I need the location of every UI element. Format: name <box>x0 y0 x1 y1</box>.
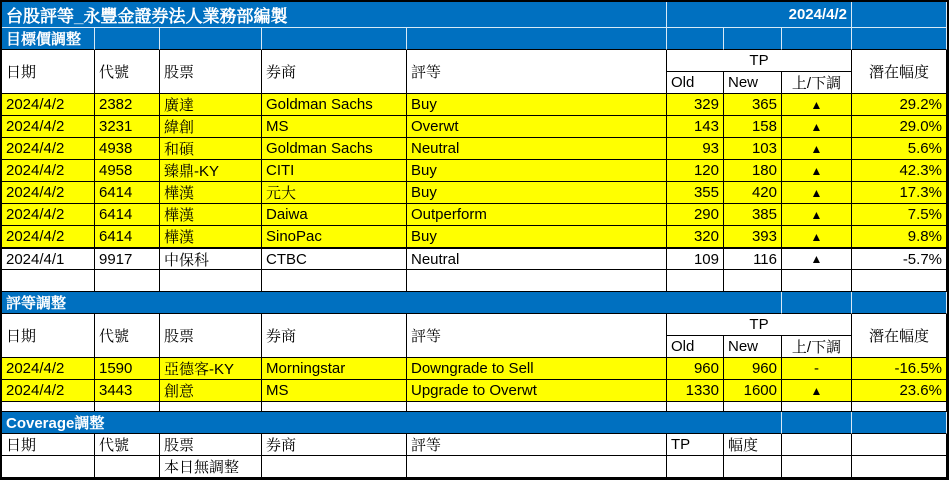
cell-code[interactable]: 4958 <box>95 160 160 182</box>
title-row <box>2 2 947 28</box>
empty-cell[interactable] <box>852 292 947 314</box>
cell-code[interactable]: 1590 <box>95 358 160 380</box>
cell-broker[interactable]: MS <box>262 116 407 138</box>
cell-stock[interactable]: 樺漢 <box>160 204 262 226</box>
cell-broker[interactable]: MS <box>262 380 407 402</box>
col-header-updown[interactable]: 上/下調 <box>782 336 852 358</box>
cell-potential[interactable]: 42.3% <box>852 160 947 182</box>
cell-broker[interactable]: Goldman Sachs <box>262 138 407 160</box>
col-header-broker[interactable]: 券商 <box>262 434 407 456</box>
cell-date[interactable]: 2024/4/2 <box>2 358 95 380</box>
empty-cell[interactable] <box>852 2 947 28</box>
cell-date[interactable]: 2024/4/2 <box>2 138 95 160</box>
cell-date[interactable]: 2024/4/2 <box>2 116 95 138</box>
cell-rating[interactable]: Buy <box>407 226 667 248</box>
table-row <box>2 182 947 204</box>
cell-tp-new[interactable]: 960 <box>724 358 782 380</box>
cell-potential[interactable]: 5.6% <box>852 138 947 160</box>
cell-stock[interactable]: 緯創 <box>160 116 262 138</box>
cell-tp-new[interactable]: 420 <box>724 182 782 204</box>
cell-potential[interactable]: 23.6% <box>852 380 947 402</box>
up-triangle-icon[interactable]: ▲ <box>782 138 852 160</box>
dash-icon[interactable]: - <box>782 358 852 380</box>
cell-date[interactable] <box>2 456 95 478</box>
cell-tp-old[interactable]: 290 <box>667 204 724 226</box>
col-header-tp-old[interactable]: Old <box>667 336 724 358</box>
up-triangle-icon[interactable]: ▲ <box>782 380 852 402</box>
table-row <box>2 358 947 380</box>
cell-tp-new[interactable]: 116 <box>724 248 782 270</box>
empty-cell[interactable] <box>262 270 407 292</box>
col-header-code[interactable]: 代號 <box>95 314 160 358</box>
cell-tp-old[interactable]: 355 <box>667 182 724 204</box>
section2-header <box>2 314 947 358</box>
cell-code[interactable]: 3443 <box>95 380 160 402</box>
table-row <box>2 160 947 182</box>
col-header-range[interactable]: 幅度 <box>724 434 782 456</box>
empty-cell[interactable] <box>95 402 160 412</box>
col-header-code[interactable]: 代號 <box>95 50 160 94</box>
empty-cell[interactable] <box>2 270 95 292</box>
col-header-code[interactable]: 代號 <box>95 434 160 456</box>
cell-tp-old[interactable]: 1330 <box>667 380 724 402</box>
col-header-tp[interactable]: TP <box>667 50 852 72</box>
cell-rating[interactable]: Downgrade to Sell <box>407 358 667 380</box>
cell-code[interactable]: 2382 <box>95 94 160 116</box>
table-row <box>2 248 947 270</box>
cell-code[interactable] <box>95 456 160 478</box>
cell-broker[interactable]: CITI <box>262 160 407 182</box>
section-label-coverage[interactable]: Coverage調整 <box>2 412 782 434</box>
cell-tp-new[interactable]: 1600 <box>724 380 782 402</box>
empty-cell[interactable] <box>724 28 782 50</box>
cell-tp-new[interactable]: 365 <box>724 94 782 116</box>
col-header-potential[interactable]: 潛在幅度 <box>852 314 947 358</box>
col-header-date[interactable]: 日期 <box>2 434 95 456</box>
section1-header <box>2 50 947 94</box>
empty-cell[interactable] <box>782 402 852 412</box>
cell-broker[interactable]: Daiwa <box>262 204 407 226</box>
cell-potential[interactable]: 29.2% <box>852 94 947 116</box>
cell-stock[interactable]: 樺漢 <box>160 226 262 248</box>
empty-cell[interactable] <box>782 456 852 478</box>
cell-stock[interactable]: 樺漢 <box>160 182 262 204</box>
empty-cell[interactable] <box>407 402 667 412</box>
cell-broker[interactable] <box>262 456 407 478</box>
col-header-tp-new[interactable]: New <box>724 72 782 94</box>
cell-tp-new[interactable]: 385 <box>724 204 782 226</box>
empty-cell[interactable] <box>782 434 852 456</box>
cell-stock[interactable]: 和碩 <box>160 138 262 160</box>
cell-code[interactable]: 9917 <box>95 248 160 270</box>
cell-rating[interactable]: Buy <box>407 182 667 204</box>
empty-cell[interactable] <box>667 456 724 478</box>
empty-cell[interactable] <box>407 270 667 292</box>
section-bar-rating-adjust <box>2 292 947 314</box>
cell-date[interactable]: 2024/4/2 <box>2 226 95 248</box>
section-label-target-price[interactable]: 目標價調整 <box>2 28 95 50</box>
up-triangle-icon[interactable]: ▲ <box>782 160 852 182</box>
col-header-potential[interactable]: 潛在幅度 <box>852 50 947 94</box>
table-row <box>2 226 947 248</box>
up-triangle-icon[interactable]: ▲ <box>782 226 852 248</box>
cell-code[interactable]: 3231 <box>95 116 160 138</box>
col-header-tp-old[interactable]: Old <box>667 72 724 94</box>
empty-cell[interactable] <box>160 28 262 50</box>
up-triangle-icon[interactable]: ▲ <box>782 248 852 270</box>
cell-rating[interactable]: Upgrade to Overwt <box>407 380 667 402</box>
col-header-rating[interactable]: 評等 <box>407 314 667 358</box>
empty-cell[interactable] <box>852 402 947 412</box>
empty-cell[interactable] <box>782 270 852 292</box>
cell-code[interactable]: 6414 <box>95 204 160 226</box>
empty-cell[interactable] <box>724 402 782 412</box>
empty-row <box>2 402 947 412</box>
cell-potential[interactable]: 7.5% <box>852 204 947 226</box>
empty-cell[interactable] <box>95 28 160 50</box>
cell-date[interactable]: 2024/4/2 <box>2 160 95 182</box>
table-row <box>2 94 947 116</box>
cell-broker[interactable]: Goldman Sachs <box>262 94 407 116</box>
empty-cell[interactable] <box>667 28 724 50</box>
cell-broker[interactable]: SinoPac <box>262 226 407 248</box>
cell-date[interactable]: 2024/4/2 <box>2 380 95 402</box>
empty-cell[interactable] <box>782 412 852 434</box>
cell-tp-old[interactable]: 960 <box>667 358 724 380</box>
cell-code[interactable]: 6414 <box>95 182 160 204</box>
section-label-rating-adjust[interactable]: 評等調整 <box>2 292 782 314</box>
cell-rating[interactable]: Outperform <box>407 204 667 226</box>
empty-cell[interactable] <box>852 412 947 434</box>
empty-cell[interactable] <box>407 28 667 50</box>
cell-tp-new[interactable]: 103 <box>724 138 782 160</box>
empty-cell[interactable] <box>95 270 160 292</box>
col-header-rating[interactable]: 評等 <box>407 434 667 456</box>
cell-date[interactable]: 2024/4/2 <box>2 182 95 204</box>
cell-tp-new[interactable]: 180 <box>724 160 782 182</box>
cell-rating[interactable] <box>407 456 667 478</box>
col-header-stock[interactable]: 股票 <box>160 50 262 94</box>
cell-potential[interactable]: 9.8% <box>852 226 947 248</box>
cell-broker[interactable]: CTBC <box>262 248 407 270</box>
cell-stock[interactable]: 中保科 <box>160 248 262 270</box>
cell-rating[interactable]: Neutral <box>407 138 667 160</box>
empty-cell[interactable] <box>782 28 852 50</box>
cell-tp-new[interactable]: 393 <box>724 226 782 248</box>
up-triangle-icon[interactable]: ▲ <box>782 182 852 204</box>
up-triangle-icon[interactable]: ▲ <box>782 94 852 116</box>
cell-date[interactable]: 2024/4/1 <box>2 248 95 270</box>
cell-code[interactable]: 6414 <box>95 226 160 248</box>
empty-cell[interactable] <box>852 434 947 456</box>
empty-cell[interactable] <box>160 270 262 292</box>
cell-tp-old[interactable]: 320 <box>667 226 724 248</box>
cell-tp-old[interactable]: 109 <box>667 248 724 270</box>
cell-tp-old[interactable]: 120 <box>667 160 724 182</box>
col-header-tp[interactable]: TP <box>667 434 724 456</box>
col-header-stock[interactable]: 股票 <box>160 314 262 358</box>
cell-broker[interactable]: 元大 <box>262 182 407 204</box>
cell-tp-new[interactable]: 158 <box>724 116 782 138</box>
cell-broker[interactable]: Morningstar <box>262 358 407 380</box>
cell-tp-old[interactable]: 329 <box>667 94 724 116</box>
col-header-rating[interactable]: 評等 <box>407 50 667 94</box>
no-adjustment-note[interactable]: 本日無調整 <box>160 456 262 478</box>
empty-cell[interactable] <box>667 402 724 412</box>
empty-cell[interactable] <box>160 402 262 412</box>
cell-code[interactable]: 4938 <box>95 138 160 160</box>
cell-potential[interactable]: -5.7% <box>852 248 947 270</box>
cell-stock[interactable]: 臻鼎-KY <box>160 160 262 182</box>
empty-cell[interactable] <box>667 270 724 292</box>
section-bar-coverage <box>2 412 947 434</box>
empty-cell[interactable] <box>262 402 407 412</box>
cell-potential[interactable]: 17.3% <box>852 182 947 204</box>
table-row <box>2 138 947 160</box>
report-title[interactable]: 台股評等_永豐金證券法人業務部編製 <box>2 2 667 28</box>
col-header-stock[interactable]: 股票 <box>160 434 262 456</box>
col-header-date[interactable]: 日期 <box>2 50 95 94</box>
cell-date[interactable]: 2024/4/2 <box>2 94 95 116</box>
col-header-broker[interactable]: 券商 <box>262 50 407 94</box>
cell-stock[interactable]: 廣達 <box>160 94 262 116</box>
cell-potential[interactable]: 29.0% <box>852 116 947 138</box>
empty-row <box>2 270 947 292</box>
cell-tp-old[interactable]: 93 <box>667 138 724 160</box>
cell-rating[interactable]: Buy <box>407 160 667 182</box>
col-header-tp-new[interactable]: New <box>724 336 782 358</box>
empty-cell[interactable] <box>262 28 407 50</box>
col-header-date[interactable]: 日期 <box>2 314 95 358</box>
cell-stock[interactable]: 亞德客-KY <box>160 358 262 380</box>
table-row <box>2 380 947 402</box>
empty-cell[interactable] <box>852 270 947 292</box>
up-triangle-icon[interactable]: ▲ <box>782 116 852 138</box>
col-header-broker[interactable]: 券商 <box>262 314 407 358</box>
up-triangle-icon[interactable]: ▲ <box>782 204 852 226</box>
report-date[interactable]: 2024/4/2 <box>667 2 852 28</box>
section-bar-target-price <box>2 28 947 50</box>
cell-date[interactable]: 2024/4/2 <box>2 204 95 226</box>
col-header-updown[interactable]: 上/下調 <box>782 72 852 94</box>
cell-rating[interactable]: Buy <box>407 94 667 116</box>
col-header-tp[interactable]: TP <box>667 314 852 336</box>
empty-cell[interactable] <box>724 456 782 478</box>
table-row <box>2 116 947 138</box>
table-row <box>2 456 947 478</box>
cell-potential[interactable]: -16.5% <box>852 358 947 380</box>
empty-cell[interactable] <box>724 270 782 292</box>
empty-cell[interactable] <box>852 28 947 50</box>
empty-cell[interactable] <box>782 292 852 314</box>
cell-tp-old[interactable]: 143 <box>667 116 724 138</box>
empty-cell[interactable] <box>2 402 95 412</box>
cell-stock[interactable]: 創意 <box>160 380 262 402</box>
cell-rating[interactable]: Overwt <box>407 116 667 138</box>
table-row <box>2 204 947 226</box>
empty-cell[interactable] <box>852 456 947 478</box>
section3-header <box>2 434 947 456</box>
cell-rating[interactable]: Neutral <box>407 248 667 270</box>
